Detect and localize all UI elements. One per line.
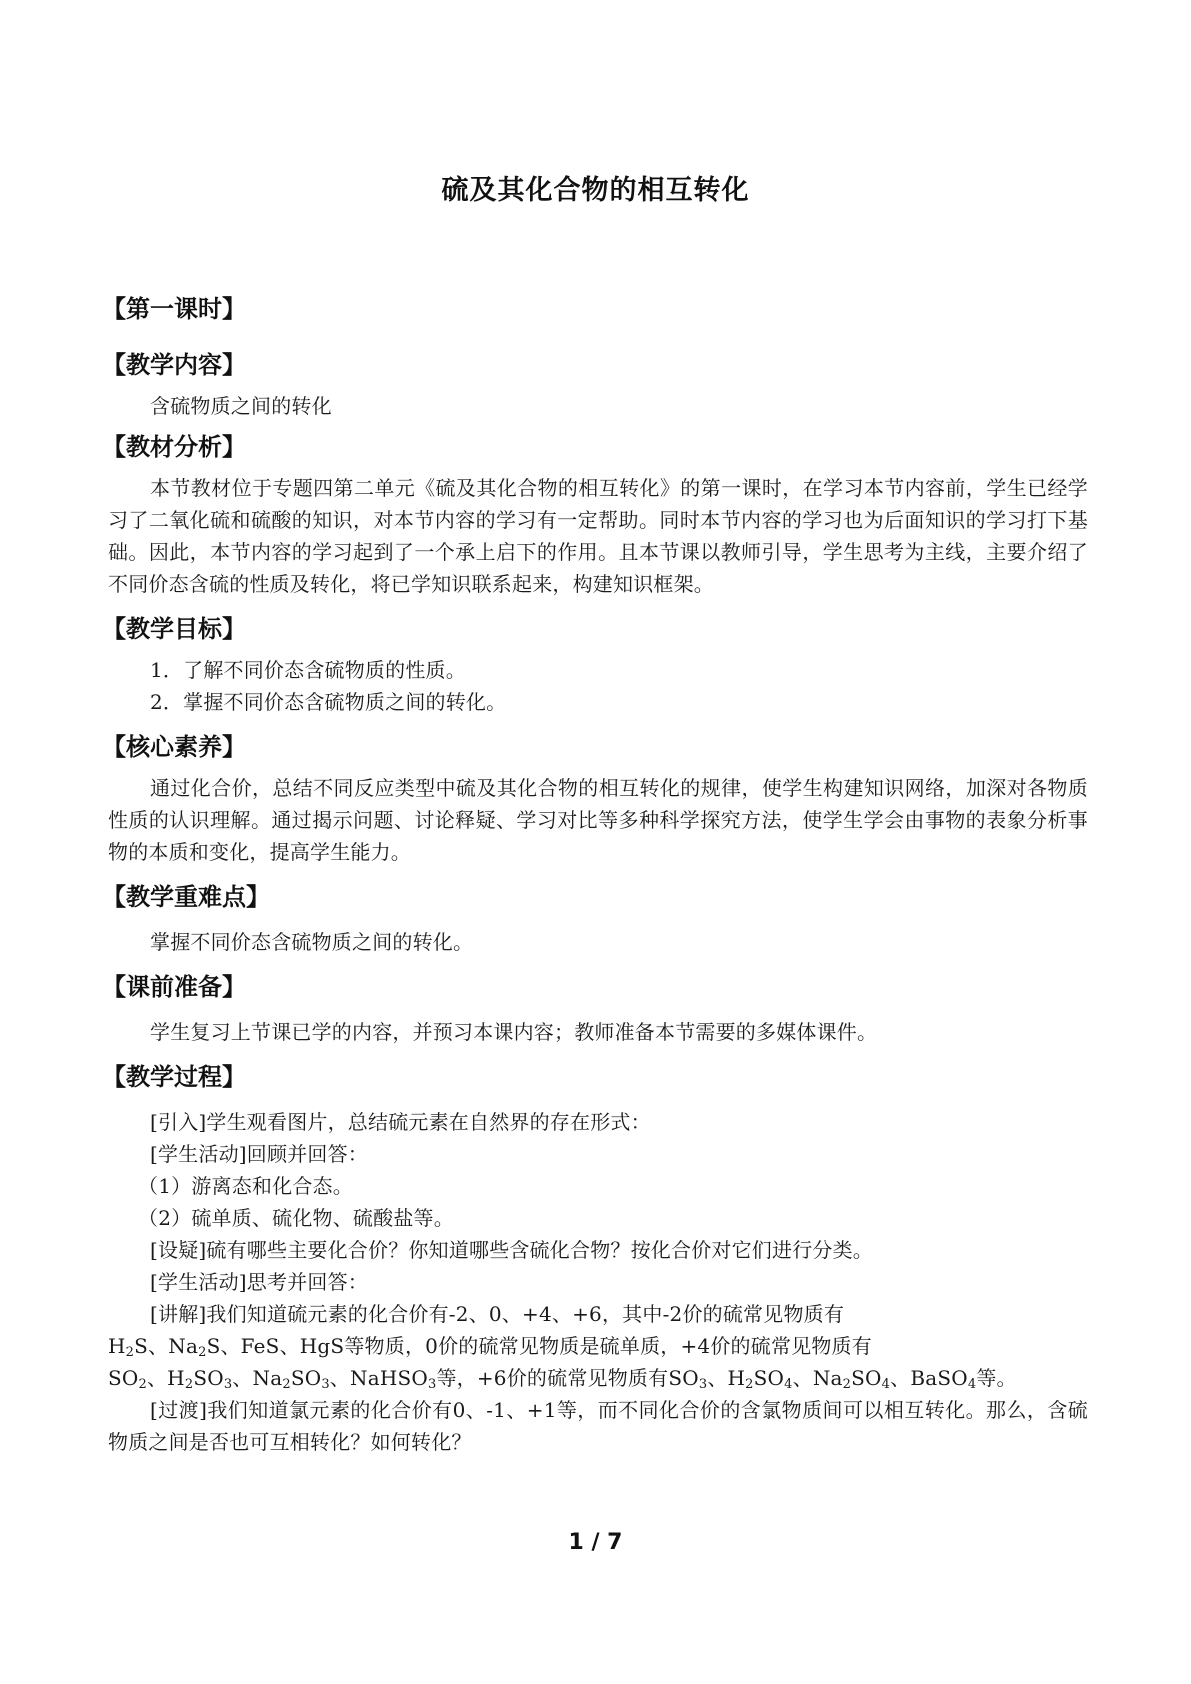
heading-lesson: 【第一课时】 — [102, 295, 246, 323]
formula-list-neg2: $H_2S$、$Na_2S$、FeS、HgS — [108, 1334, 345, 1360]
goal-item-2: 2．掌握不同价态含硫物质之间的转化。 — [150, 690, 507, 714]
process-transition: [过渡]我们知道氯元素的化合价有0、-1、+1等，而不同化合价的含氯物质间可以相互转化。那么，含硫物质之间是否也可互相转化？如何转化？ — [108, 1398, 1088, 1454]
document-body — [102, 292, 1088, 1458]
heading-key-points: 【教学重难点】 — [102, 883, 270, 911]
formula-list-pos6: $SO_3$、$H_2SO_4$、$Na_2SO_4$、BaSO$_4$ — [668, 1366, 977, 1392]
process-line-student-activity-2: [学生活动]思考并回答： — [150, 1270, 369, 1294]
document-title: 硫及其化合物的相互转化 — [441, 175, 750, 206]
preparation-text: 学生复习上节课已学的内容，并预习本课内容；教师准备本节需要的多媒体课件。 — [150, 1020, 878, 1044]
process-line-intro: [引入]学生观看图片，总结硫元素在自然界的存在形式： — [150, 1110, 651, 1134]
formula-list-pos4: $SO_2$、$H_2SO_3$、$Na_2SO_3$、NaHSO$_3$ — [108, 1366, 437, 1392]
key-points-text: 掌握不同价态含硫物质之间的转化。 — [150, 930, 474, 954]
heading-core-literacy: 【核心素养】 — [102, 733, 246, 761]
process-line-question: [设疑]硫有哪些主要化合价？你知道哪些含硫化合物？按化合价对它们进行分类。 — [150, 1238, 874, 1262]
process-line-student-activity-1: [学生活动]回顾并回答： — [150, 1142, 369, 1166]
process-line-answer-1: （1）游离态和化合态。 — [138, 1174, 353, 1198]
heading-material-analysis: 【教材分析】 — [102, 433, 246, 461]
process-line-answer-2: （2）硫单质、硫化物、硫酸盐等。 — [138, 1206, 454, 1230]
teaching-content-text: 含硫物质之间的转化 — [150, 394, 332, 418]
heading-teaching-process: 【教学过程】 — [102, 1063, 246, 1091]
material-analysis-text: 本节教材位于专题四第二单元《硫及其化合物的相互转化》的第一课时，在学习本节内容前，学生已经学习了二氧化硫和硫酸的知识，对本节内容的学习有一定帮助。同时本节内容的学习也为后面知识的学习打下基础。因此，本节内容的学习起到了一个承上启下的作用。且本节课以教师引导，学生思考为主线，主要介绍了不同价态含硫的性质及转化，将已学知识联系起来，构建知识框架。 — [108, 476, 1088, 596]
heading-preparation: 【课前准备】 — [102, 973, 246, 1001]
goal-item-1: 1．了解不同价态含硫物质的性质。 — [150, 658, 466, 682]
process-explanation: [讲解]我们知道硫元素的化合价有-2、0、+4、+6，其中-2价的硫常见物质有 $H_2S$、$Na_2S$、FeS、HgS等物质，0价的硫常见物质是硫单质，+4价的硫常见物质有 $SO_2$、$H_2SO_3$、$Na_2SO_3$、NaHSO$_3$等，+6价的硫常见物质有$SO_3$、$H_2SO_4$、$Na_2SO_4$、BaSO$_4$等。 — [108, 1302, 1017, 1392]
core-literacy-text: 通过化合价，总结不同反应类型中硫及其化合物的相互转化的规律，使学生构建知识网络，加深对各物质性质的认识理解。通过揭示问题、讨论释疑、学习对比等多种科学探究方法，使学生学会由事物的表象分析事物的本质和变化，提高学生能力。 — [108, 776, 1088, 864]
heading-teaching-content: 【教学内容】 — [102, 351, 246, 379]
heading-teaching-goals: 【教学目标】 — [102, 615, 246, 643]
page-number: 1 / 7 — [568, 1530, 623, 1555]
